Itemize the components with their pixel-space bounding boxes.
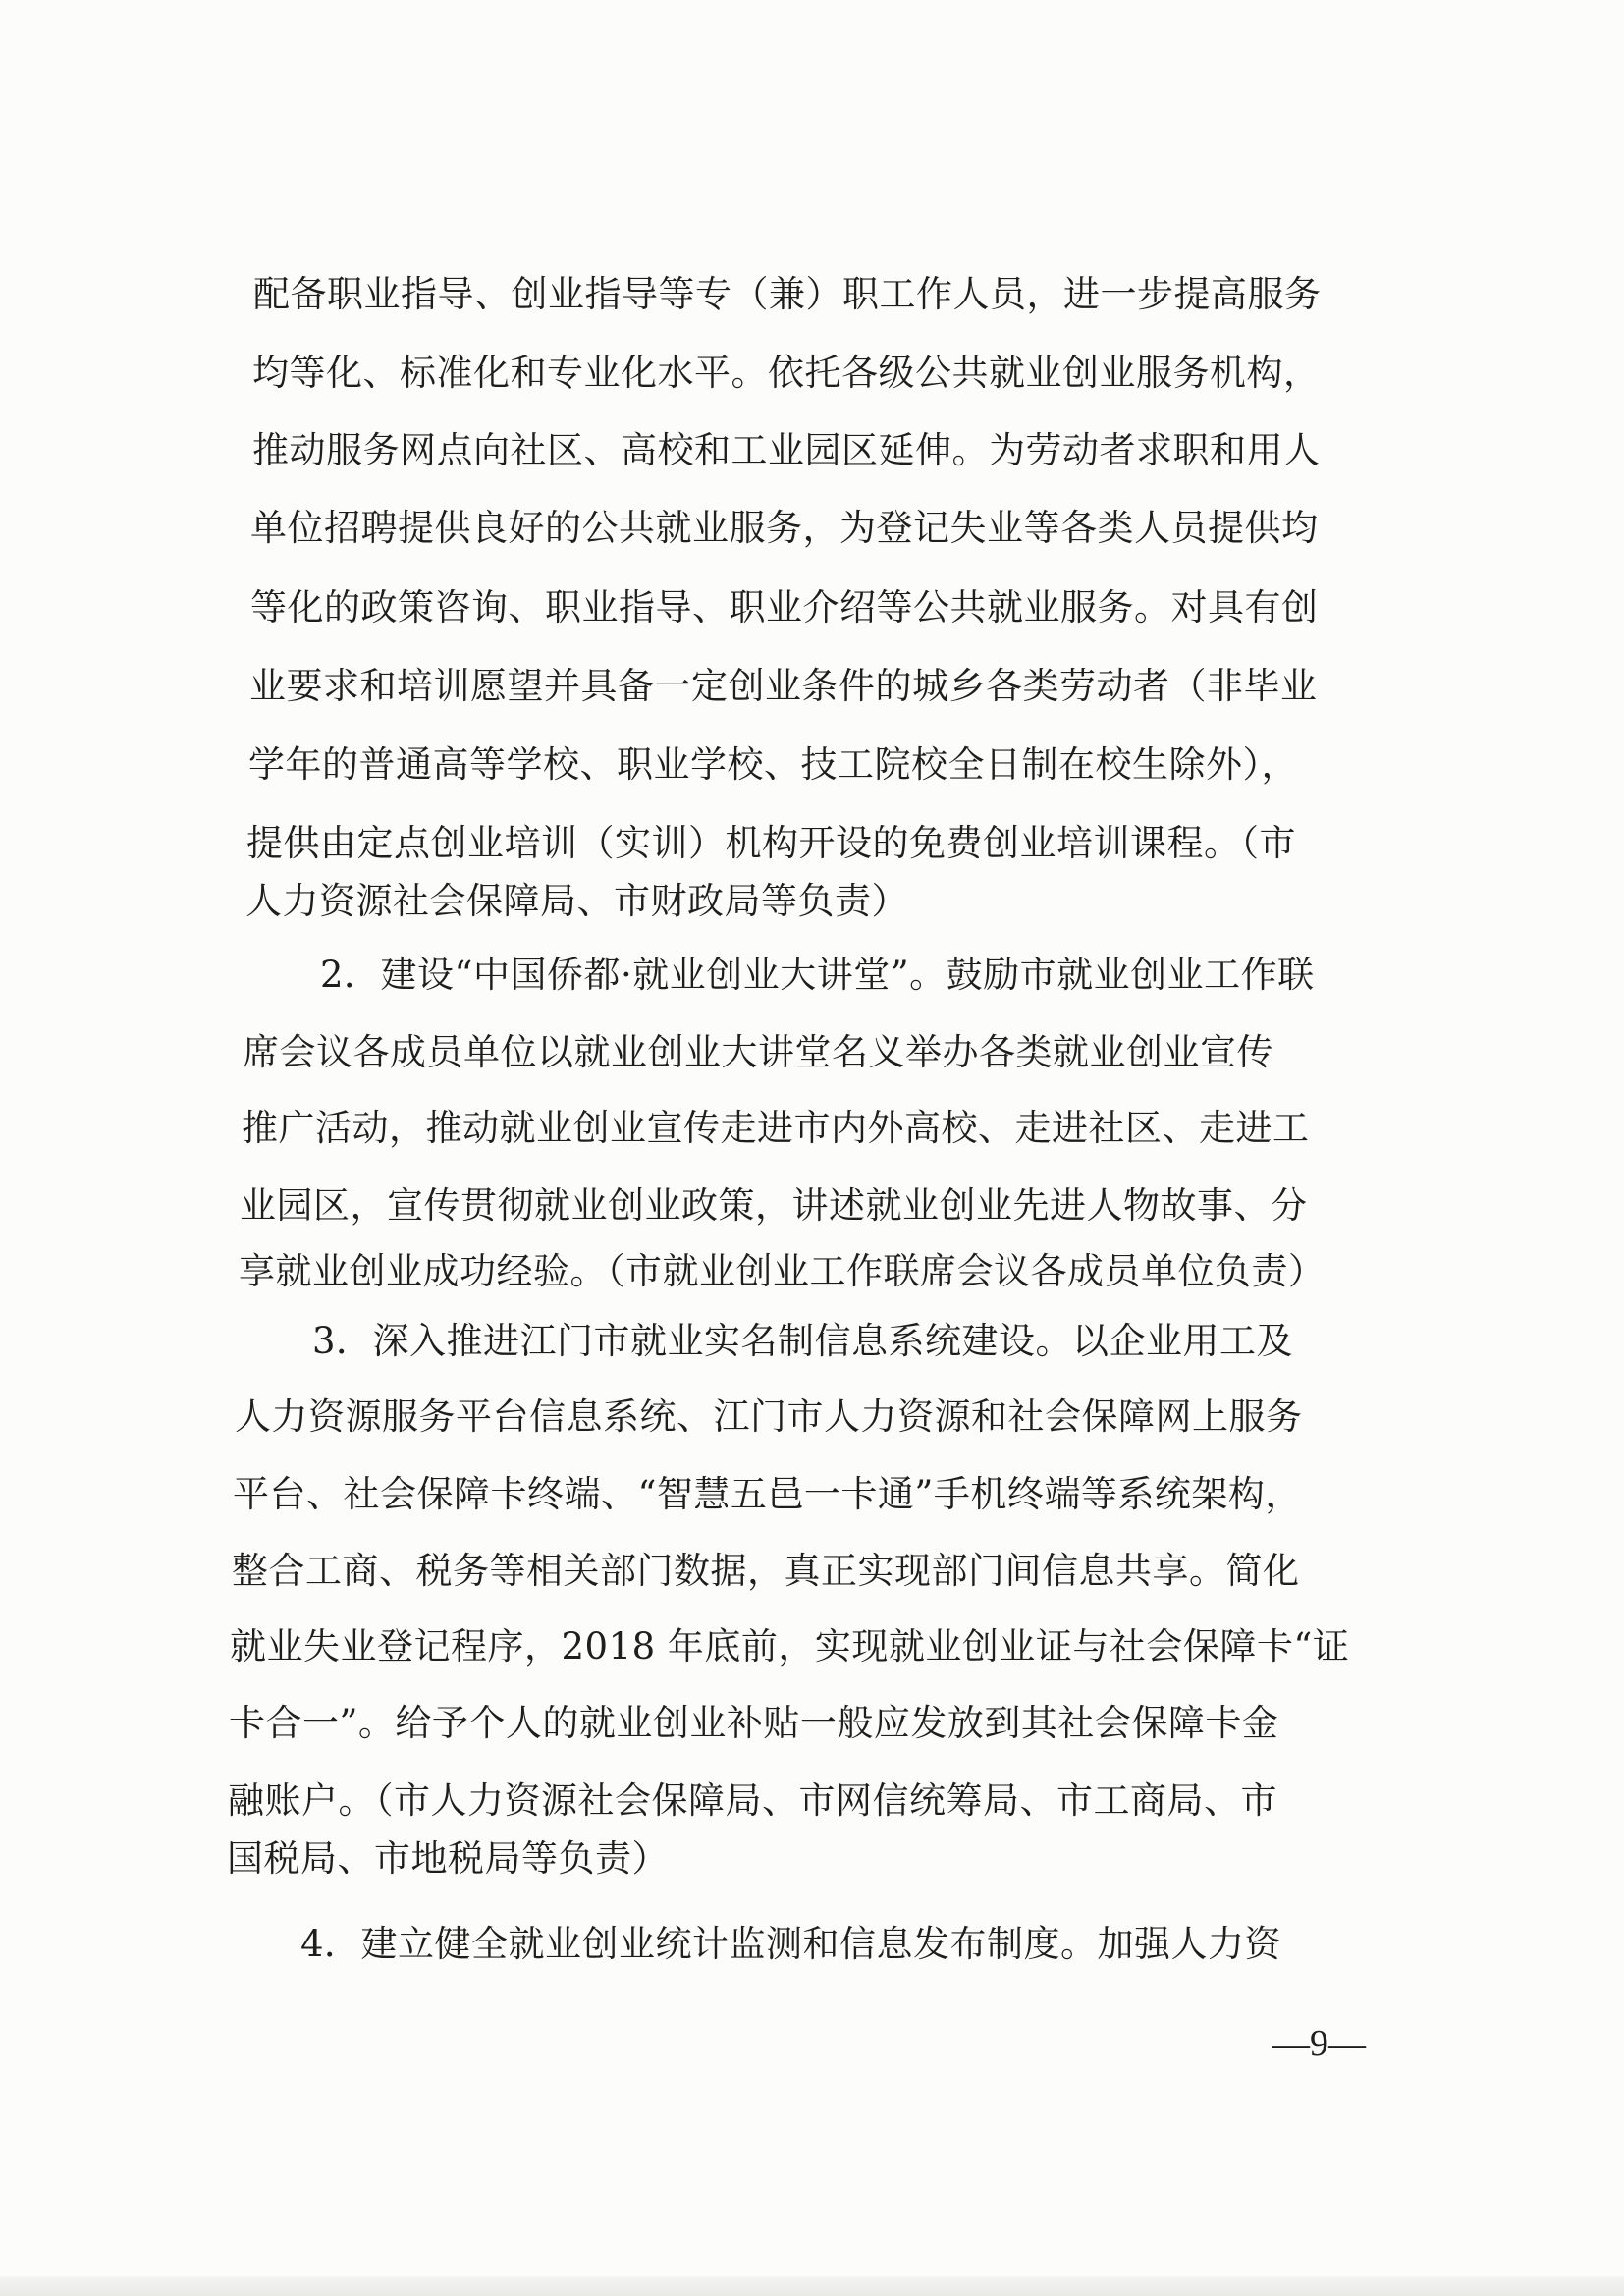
body-text-line: 业园区，宣传贯彻就业创业政策，讲述就业创业先进人物故事、分 [240, 1184, 1308, 1227]
body-text-line: 国税局、市地税局等负责） [227, 1837, 669, 1880]
body-text-line: 4．建立健全就业创业统计监测和信息发布制度。加强人力资 [300, 1923, 1282, 1965]
body-text-line: 整合工商、税务等相关部门数据，真正实现部门间信息共享。简化 [232, 1550, 1300, 1592]
body-text-line: 享就业创业成功经验。（市就业创业工作联席会议各成员单位负责） [239, 1250, 1326, 1292]
scan-edge [0, 2276, 1624, 2296]
body-text-line: 推广活动，推动就业创业宣传走进市内外高校、走进社区、走进工 [242, 1107, 1310, 1149]
body-text-line: 3．深入推进江门市就业实名制信息系统建设。以企业用工及 [312, 1320, 1294, 1362]
body-text-line: 等化的政策咨询、职业指导、职业介绍等公共就业服务。对具有创 [250, 586, 1319, 629]
body-text-line: 业要求和培训愿望并具备一定创业条件的城乡各类劳动者（非毕业 [249, 665, 1318, 707]
body-text-line: 融账户。（市人力资源社会保障局、市网信统筹局、市工商局、市 [228, 1779, 1277, 1822]
body-text-line: 就业失业登记程序，2018 年底前，实现就业创业证与社会保障卡“证 [230, 1625, 1350, 1667]
page-number: —9— [1272, 2023, 1366, 2064]
body-text-line: 均等化、标准化和专业化水平。依托各级公共就业创业服务机构， [252, 352, 1321, 394]
body-text-line: 提供由定点创业培训（实训）机构开设的免费创业培训课程。（市 [246, 822, 1296, 864]
body-text-line: 推动服务网点向社区、高校和工业园区延伸。为劳动者求职和用人 [252, 429, 1321, 471]
body-text-line: 卡合一”。给予个人的就业创业补贴一般应发放到其社会保障卡金 [229, 1702, 1279, 1744]
body-text-line: 配备职业指导、创业指导等专（兼）职工作人员，进一步提高服务 [253, 273, 1322, 315]
body-text-line: 2．建设“中国侨都·就业创业大讲堂”。鼓励市就业创业工作联 [320, 954, 1315, 996]
body-text-line: 席会议各成员单位以就业创业大讲堂名义举办各类就业创业宣传 [243, 1031, 1273, 1073]
body-text-line: 人力资源服务平台信息系统、江门市人力资源和社会保障网上服务 [235, 1395, 1303, 1438]
body-text-line: 平台、社会保障卡终端、“智慧五邑一卡通”手机终端等系统架构， [233, 1473, 1302, 1515]
body-text-line: 学年的普通高等学校、职业学校、技工院校全日制在校生除外）， [248, 743, 1298, 786]
body-text-line: 单位招聘提供良好的公共就业服务，为登记失业等各类人员提供均 [250, 507, 1319, 549]
body-text-line: 人力资源社会保障局、市财政局等负责） [245, 880, 908, 922]
